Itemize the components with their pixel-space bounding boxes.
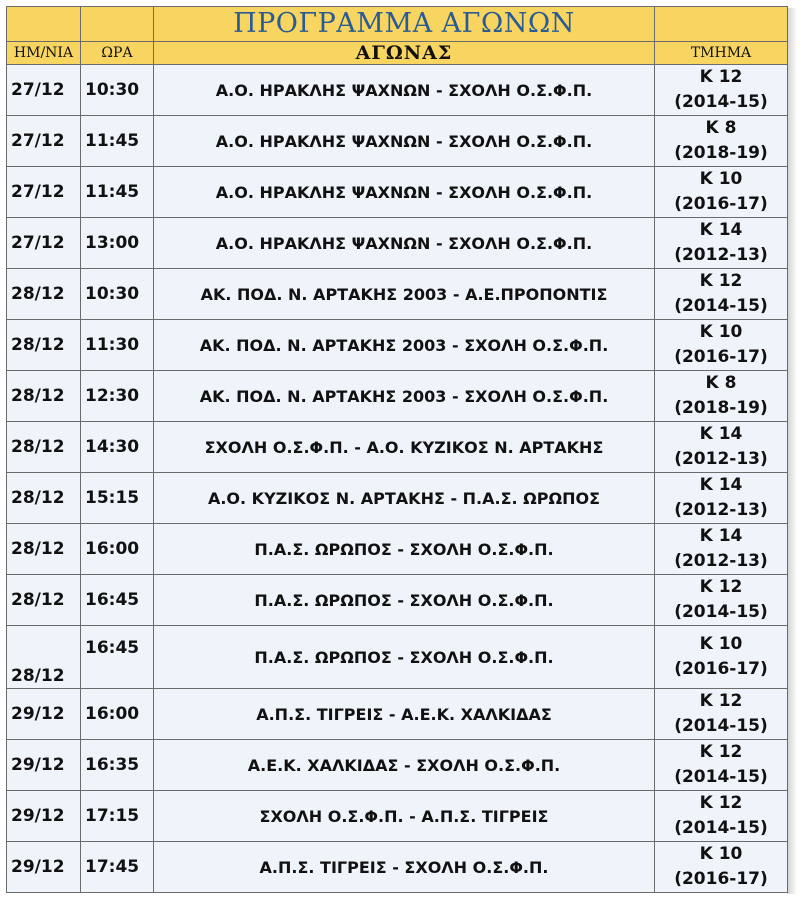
page-shadow	[787, 8, 797, 894]
date-cell: 28/12	[7, 422, 81, 473]
dept-years: (2018-19)	[674, 143, 768, 163]
table-row	[7, 791, 788, 842]
dept-cell	[655, 371, 788, 422]
dept-cell	[655, 473, 788, 524]
dept-years: (2016-17)	[674, 659, 768, 679]
time-cell: 16:45	[81, 575, 154, 626]
table-row	[7, 167, 788, 218]
table-row	[7, 626, 788, 689]
table-row	[7, 218, 788, 269]
dept-label: Κ 8	[705, 373, 737, 393]
date-cell: 29/12	[7, 842, 81, 893]
table-row	[7, 65, 788, 116]
table-row	[7, 740, 788, 791]
dept-years: (2016-17)	[674, 869, 768, 889]
match-cell: Α.Ο. ΗΡΑΚΛΗΣ ΨΑΧΝΩΝ - ΣΧΟΛΗ Ο.Σ.Φ.Π.	[154, 116, 655, 167]
header-date: ΗΜ/ΝΙΑ	[7, 42, 81, 65]
date-cell: 28/12	[7, 269, 81, 320]
title-row	[7, 7, 788, 42]
match-cell: Π.Α.Σ. ΩΡΩΠΟΣ - ΣΧΟΛΗ Ο.Σ.Φ.Π.	[154, 524, 655, 575]
page-title: ΠΡΟΓΡΑΜΜΑ ΑΓΩΝΩΝ	[154, 7, 655, 42]
dept-cell	[655, 218, 788, 269]
dept-years: (2012-13)	[674, 449, 768, 469]
date-cell: 27/12	[7, 65, 81, 116]
header-row	[7, 42, 788, 65]
match-cell: ΑΚ. ΠΟΔ. Ν. ΑΡΤΑΚΗΣ 2003 - ΣΧΟΛΗ Ο.Σ.Φ.Π.	[154, 371, 655, 422]
time-cell: 16:00	[81, 524, 154, 575]
date-cell: 28/12	[7, 626, 81, 689]
dept-cell	[655, 116, 788, 167]
dept-cell	[655, 842, 788, 893]
date-cell: 27/12	[7, 116, 81, 167]
dept-years: (2014-15)	[674, 602, 768, 622]
table-row	[7, 842, 788, 893]
dept-cell	[655, 740, 788, 791]
header-time: ΩΡΑ	[81, 42, 154, 65]
time-cell: 17:45	[81, 842, 154, 893]
match-cell: Α.Ο. ΗΡΑΚΛΗΣ ΨΑΧΝΩΝ - ΣΧΟΛΗ Ο.Σ.Φ.Π.	[154, 218, 655, 269]
time-cell: 11:45	[81, 167, 154, 218]
date-cell: 29/12	[7, 740, 81, 791]
table-row	[7, 422, 788, 473]
table-row	[7, 269, 788, 320]
dept-label: Κ 12	[699, 793, 743, 813]
match-cell: Α.Ε.Κ. ΧΑΛΚΙΔΑΣ - ΣΧΟΛΗ Ο.Σ.Φ.Π.	[154, 740, 655, 791]
time-cell: 11:30	[81, 320, 154, 371]
time-cell: 16:00	[81, 689, 154, 740]
date-cell: 28/12	[7, 473, 81, 524]
title-empty-cell	[7, 7, 81, 42]
table-row	[7, 116, 788, 167]
dept-years: (2016-17)	[674, 347, 768, 367]
match-cell: Π.Α.Σ. ΩΡΩΠΟΣ - ΣΧΟΛΗ Ο.Σ.Φ.Π.	[154, 575, 655, 626]
match-cell: ΑΚ. ΠΟΔ. Ν. ΑΡΤΑΚΗΣ 2003 - ΣΧΟΛΗ Ο.Σ.Φ.Π.	[154, 320, 655, 371]
dept-label: Κ 12	[699, 691, 743, 711]
dept-cell	[655, 167, 788, 218]
dept-years: (2012-13)	[674, 245, 768, 265]
time-cell: 16:35	[81, 740, 154, 791]
dept-cell	[655, 689, 788, 740]
table-row	[7, 689, 788, 740]
time-cell: 16:45	[81, 626, 154, 689]
match-cell: Α.Ο. ΗΡΑΚΛΗΣ ΨΑΧΝΩΝ - ΣΧΟΛΗ Ο.Σ.Φ.Π.	[154, 65, 655, 116]
dept-years: (2014-15)	[674, 818, 768, 838]
table-row	[7, 524, 788, 575]
dept-label: Κ 14	[699, 475, 743, 495]
schedule-table	[6, 6, 788, 893]
dept-label: Κ 14	[699, 424, 743, 444]
dept-cell	[655, 320, 788, 371]
match-cell: Α.Ο. ΗΡΑΚΛΗΣ ΨΑΧΝΩΝ - ΣΧΟΛΗ Ο.Σ.Φ.Π.	[154, 167, 655, 218]
table-row	[7, 575, 788, 626]
time-cell: 11:45	[81, 116, 154, 167]
dept-label: Κ 12	[699, 67, 743, 87]
dept-years: (2012-13)	[674, 500, 768, 520]
dept-label: Κ 12	[699, 577, 743, 597]
dept-years: (2014-15)	[674, 767, 768, 787]
dept-label: Κ 10	[699, 169, 743, 189]
time-cell: 15:15	[81, 473, 154, 524]
dept-label: Κ 10	[699, 322, 743, 342]
match-cell: ΣΧΟΛΗ Ο.Σ.Φ.Π. - Α.Π.Σ. ΤΙΓΡΕΙΣ	[154, 791, 655, 842]
table-row	[7, 371, 788, 422]
time-cell: 14:30	[81, 422, 154, 473]
dept-label: Κ 12	[699, 271, 743, 291]
time-cell: 12:30	[81, 371, 154, 422]
match-cell: ΣΧΟΛΗ Ο.Σ.Φ.Π. - Α.Ο. ΚΥΖΙΚΟΣ Ν. ΑΡΤΑΚΗΣ	[154, 422, 655, 473]
date-cell: 29/12	[7, 791, 81, 842]
date-cell: 28/12	[7, 524, 81, 575]
date-cell: 28/12	[7, 320, 81, 371]
dept-years: (2014-15)	[674, 716, 768, 736]
dept-years: (2012-13)	[674, 551, 768, 571]
dept-years: (2016-17)	[674, 194, 768, 214]
schedule-sheet	[6, 6, 787, 894]
time-cell: 13:00	[81, 218, 154, 269]
title-empty-cell	[655, 7, 788, 42]
match-cell: Α.Ο. ΚΥΖΙΚΟΣ Ν. ΑΡΤΑΚΗΣ - Π.Α.Σ. ΩΡΩΠΟΣ	[154, 473, 655, 524]
match-cell: Π.Α.Σ. ΩΡΩΠΟΣ - ΣΧΟΛΗ Ο.Σ.Φ.Π.	[154, 626, 655, 689]
time-cell: 10:30	[81, 65, 154, 116]
dept-years: (2014-15)	[674, 92, 768, 112]
dept-cell	[655, 269, 788, 320]
dept-label: Κ 10	[699, 634, 743, 654]
dept-cell	[655, 65, 788, 116]
dept-years: (2018-19)	[674, 398, 768, 418]
table-row	[7, 320, 788, 371]
match-cell: Α.Π.Σ. ΤΙΓΡΕΙΣ - Α.Ε.Κ. ΧΑΛΚΙΔΑΣ	[154, 689, 655, 740]
dept-label: Κ 14	[699, 220, 743, 240]
date-cell: 27/12	[7, 218, 81, 269]
time-cell: 17:15	[81, 791, 154, 842]
title-empty-cell	[81, 7, 154, 42]
date-cell: 28/12	[7, 575, 81, 626]
header-dept: ΤΜΗΜΑ	[655, 42, 788, 65]
dept-cell	[655, 575, 788, 626]
date-cell: 27/12	[7, 167, 81, 218]
dept-cell	[655, 524, 788, 575]
date-cell: 29/12	[7, 689, 81, 740]
dept-cell	[655, 791, 788, 842]
dept-cell	[655, 626, 788, 689]
dept-cell	[655, 422, 788, 473]
table-row	[7, 473, 788, 524]
dept-label: Κ 12	[699, 742, 743, 762]
dept-label: Κ 10	[699, 844, 743, 864]
date-cell: 28/12	[7, 371, 81, 422]
header-match: ΑΓΩΝΑΣ	[154, 42, 655, 65]
match-cell: Α.Π.Σ. ΤΙΓΡΕΙΣ - ΣΧΟΛΗ Ο.Σ.Φ.Π.	[154, 842, 655, 893]
time-cell: 10:30	[81, 269, 154, 320]
dept-label: Κ 8	[705, 118, 737, 138]
match-cell: ΑΚ. ΠΟΔ. Ν. ΑΡΤΑΚΗΣ 2003 - Α.Ε.ΠΡΟΠΟΝΤΙΣ	[154, 269, 655, 320]
dept-label: Κ 14	[699, 526, 743, 546]
dept-years: (2014-15)	[674, 296, 768, 316]
